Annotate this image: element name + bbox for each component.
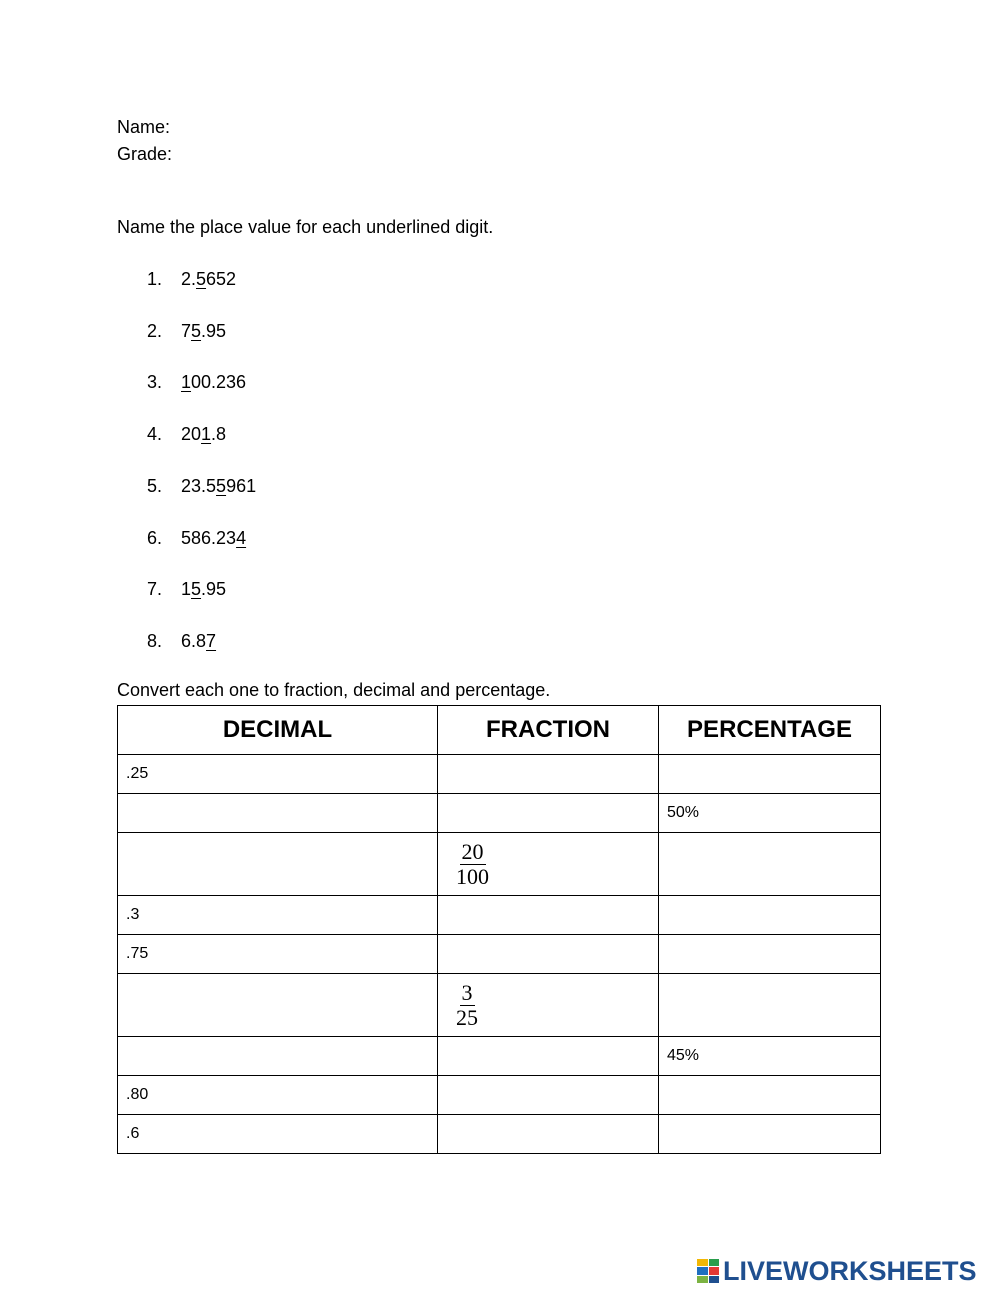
logo-square [697,1267,708,1274]
number-suffix: .95 [201,320,227,341]
logo-text: LIVEWORKSHEETS [723,1255,977,1286]
underlined-digit: 5 [196,269,207,289]
item-number: 8. [147,630,163,651]
percentage-value: 45% [667,1047,700,1064]
item-number: 2. [147,320,163,341]
logo-mark-icon [697,1259,719,1283]
header-decimal: DECIMAL [118,706,438,755]
underlined-digit: 7 [206,630,217,651]
decimal-value: .3 [126,906,140,923]
list-item [147,630,216,652]
fraction-numerator: 3 [461,979,473,1005]
decimal-value: .25 [126,765,149,782]
decimal-cell[interactable] [118,755,438,794]
header-percentage: PERCENTAGE [659,706,881,755]
percentage-cell[interactable] [659,896,881,935]
number-prefix: 586.23 [181,527,237,548]
table-row [118,974,881,1037]
conversion-table [117,705,881,1154]
decimal-cell[interactable] [118,1115,438,1154]
fraction-cell[interactable] [438,896,659,935]
convert-instruction: Convert each one to fraction, decimal and percentage. [117,680,551,700]
number-suffix: .8 [211,424,227,445]
fraction-cell[interactable] [438,1115,659,1154]
decimal-cell[interactable] [118,974,438,1037]
percentage-cell[interactable] [659,935,881,974]
grade-label: Grade: [117,144,173,164]
underlined-digit: 5 [191,579,202,600]
fraction [456,981,478,1030]
fraction [456,840,489,889]
number-prefix: 2. [181,269,197,289]
fraction-cell[interactable] [438,794,659,833]
fraction-denominator: 100 [456,863,489,889]
decimal-value: .6 [126,1125,140,1142]
number-prefix: 7 [181,320,192,341]
logo-square [697,1276,708,1283]
item-number: 3. [147,372,163,393]
underlined-digit: 5 [216,475,227,496]
decimal-cell[interactable] [118,833,438,896]
underlined-digit: 5 [191,320,202,341]
item-number: 1. [147,269,163,289]
underlined-digit: 1 [181,372,192,393]
fraction-cell[interactable] [438,755,659,794]
table-row [118,896,881,935]
logo-square [697,1259,708,1266]
percentage-cell[interactable] [659,755,881,794]
list-item [147,527,246,549]
list-item [147,268,236,290]
name-label: Name: [117,117,171,137]
logo-square [709,1259,720,1266]
number-suffix: 961 [226,475,257,496]
percentage-cell[interactable] [659,833,881,896]
table-row [118,755,881,794]
table-row [118,1037,881,1076]
decimal-value: .75 [126,945,149,962]
number-prefix: 6.8 [181,630,207,651]
decimal-cell[interactable] [118,896,438,935]
underlined-digit: 4 [236,527,247,548]
header-fraction: FRACTION [438,706,659,755]
list-item [147,423,226,445]
number-suffix: .95 [201,579,227,600]
fraction-cell[interactable] [438,935,659,974]
underlined-digit: 1 [201,424,212,445]
percentage-cell[interactable] [659,794,881,833]
percentage-cell[interactable] [659,1115,881,1154]
table-row [118,1115,881,1154]
decimal-value: .80 [126,1086,149,1103]
list-item [147,475,256,497]
percentage-cell[interactable] [659,974,881,1037]
percentage-value: 50% [667,804,700,821]
percentage-cell[interactable] [659,1037,881,1076]
place-value-instruction: Name the place value for each underlined digit. [117,217,494,237]
decimal-cell[interactable] [118,1076,438,1115]
percentage-cell[interactable] [659,1076,881,1115]
fraction-cell[interactable] [438,974,659,1037]
table-row [118,794,881,833]
list-item [147,578,226,600]
item-number: 7. [147,579,163,600]
fraction-cell[interactable] [438,1076,659,1115]
number-prefix: 23.5 [181,475,217,496]
table-row [118,833,881,896]
fraction-denominator: 25 [456,1004,478,1030]
fraction-cell[interactable] [438,1037,659,1076]
table-row [118,935,881,974]
table-row [118,1076,881,1115]
decimal-cell[interactable] [118,794,438,833]
list-item [147,320,226,342]
fraction-numerator: 20 [461,838,484,864]
number-prefix: 1 [181,579,192,600]
logo-square [709,1267,720,1274]
item-number: 4. [147,424,163,445]
item-number: 5. [147,475,163,496]
number-suffix: 00.236 [191,372,247,393]
table-header-row [118,706,881,755]
item-number: 6. [147,527,163,548]
decimal-cell[interactable] [118,935,438,974]
decimal-cell[interactable] [118,1037,438,1076]
number-suffix: 652 [206,269,237,289]
number-prefix: 20 [181,424,202,445]
liveworksheets-logo [697,1256,977,1286]
logo-square [709,1276,720,1283]
list-item [147,371,246,393]
fraction-cell[interactable] [438,833,659,896]
